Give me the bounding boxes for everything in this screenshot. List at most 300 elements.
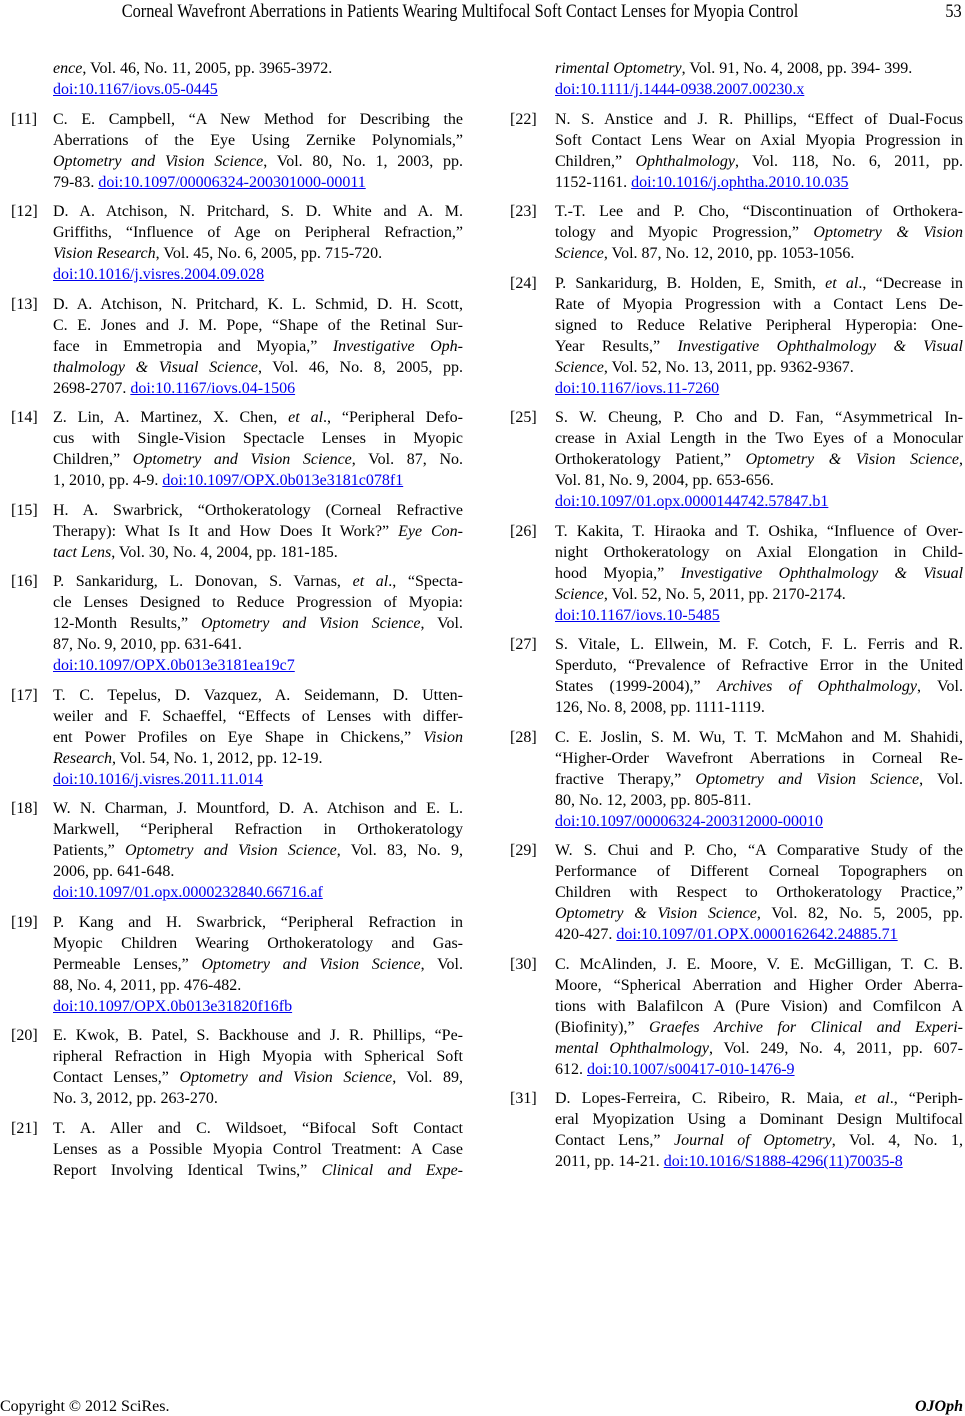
italic-title: Optometry and Vision Science <box>201 955 421 973</box>
reference-text-segment: 2011, pp. 14-21. <box>555 1153 664 1170</box>
reference-text-segment: Orthokeratology Patient,” <box>555 451 746 468</box>
reference-text <box>53 407 463 491</box>
reference-line <box>53 634 463 655</box>
reference-line <box>555 655 963 676</box>
reference-line <box>53 470 463 491</box>
reference-line <box>555 954 963 975</box>
reference-text-segment: , Vol. 54, No. 1, 2012, pp. 12-19. <box>111 749 323 767</box>
reference-line <box>53 243 463 264</box>
reference-line <box>53 79 463 100</box>
reference-line <box>53 912 463 933</box>
reference-line <box>555 1017 963 1038</box>
reference-line <box>555 924 963 945</box>
italic-title: Ophthalmology <box>635 152 735 170</box>
reference-number: [25] <box>510 409 537 426</box>
reference-line <box>555 336 963 357</box>
reference-line <box>53 592 463 613</box>
reference-text-segment: Rate of Myopia Progression with a Contact Lens De- <box>555 295 963 313</box>
reference-number: [19] <box>11 913 38 931</box>
reference-line <box>555 975 963 996</box>
doi-link[interactable]: doi:10.1097/00006324-200301000-00011 <box>98 173 366 191</box>
reference-line <box>555 243 963 264</box>
reference-text-segment: , Vol. 91, No. 4, 2008, pp. 394- 399. <box>681 60 913 77</box>
italic-title: thalmology & Visual Science <box>53 358 258 376</box>
reference-line <box>53 861 463 882</box>
reference-text-segment: ripheral Refraction in High Myopia with Spherical Soft <box>53 1048 463 1065</box>
reference-text-segment: H. A. Swarbrick, “Orthokeratology (Corneal Refractive <box>53 501 463 519</box>
reference-entry <box>498 407 965 512</box>
running-title: Corneal Wavefront Aberrations in Patients Wearing Multifocal Soft Contact Lenses for Myopia Control <box>121 1 799 22</box>
doi-link[interactable]: doi:10.1167/iovs.04-1506 <box>130 379 296 397</box>
italic-title: mental Ophthalmology <box>555 1039 709 1057</box>
reference-text-segment: C. E. Joslin, S. M. Wu, T. T. McMahon and M. Shahidi, <box>555 728 963 746</box>
reference-text-segment: Children,” <box>53 451 133 468</box>
reference-text-segment: 79-83. <box>53 173 99 191</box>
italic-title: Optometry and Vision Science <box>695 770 920 788</box>
reference-line <box>53 655 463 676</box>
italic-title: Eye Con- <box>398 522 463 540</box>
reference-line <box>53 933 463 954</box>
reference-number: [16] <box>11 573 38 590</box>
reference-number: [30] <box>510 955 537 973</box>
reference-text-segment: cus with Single-Vision Spectacle Lenses in Myopic <box>53 430 463 447</box>
italic-title: et al <box>854 1090 890 1107</box>
italic-title: Optometry & Vision <box>813 224 963 241</box>
reference-text <box>555 273 963 399</box>
reference-text-segment: Performance of Different Corneal Topographers on <box>555 863 963 880</box>
reference-text <box>53 201 463 285</box>
italic-title: Investigative Ophthalmology & Visual <box>677 337 963 355</box>
reference-text-segment: C. E. Jones and J. M. Pope, “Shape of the Retinal Sur- <box>53 316 463 334</box>
reference-number: [22] <box>510 110 537 128</box>
reference-text-segment: face in Emmetropia and Myopia,” <box>53 337 333 355</box>
reference-entry <box>0 685 470 790</box>
reference-line <box>555 903 963 924</box>
reference-number: [23] <box>510 203 537 220</box>
reference-line <box>555 811 963 832</box>
reference-continuation <box>0 58 470 100</box>
reference-text <box>555 634 963 718</box>
reference-text-segment: , Vol. 118, No. 6, 2011, pp. <box>734 152 963 170</box>
reference-text-segment: Soft Contact Lens Wear on Axial Myopia Progression in <box>555 131 963 149</box>
reference-text <box>53 1025 463 1109</box>
reference-text-segment: , Vol. 45, No. 6, 2005, pp. 715-720. <box>155 245 383 262</box>
reference-number: [24] <box>510 274 537 292</box>
reference-line <box>555 882 963 903</box>
reference-text-segment: W. S. Chui and P. Cho, “A Comparative Study of the <box>555 842 963 859</box>
reference-line <box>53 315 463 336</box>
reference-text-segment: , Vol. <box>917 678 963 695</box>
italic-title: et al <box>288 409 324 426</box>
reference-line <box>555 996 963 1017</box>
reference-number: [13] <box>11 295 38 313</box>
reference-text <box>555 201 963 264</box>
reference-number: [14] <box>11 409 38 426</box>
reference-text-segment: Sperduto, “Prevalence of Refractive Error in the United <box>555 657 963 674</box>
reference-line <box>555 861 963 882</box>
reference-text-segment: , Vol. 249, No. 4, 2011, pp. 607- <box>708 1039 963 1057</box>
reference-line <box>53 222 463 243</box>
reference-text-segment: signed to Reduce Relative Peripheral Hyperopia: One- <box>555 316 963 334</box>
reference-text-segment: , Vol. 83, No. 9, <box>336 842 463 859</box>
reference-text-segment: Permeable Lenses,” <box>53 955 202 973</box>
reference-line <box>53 449 463 470</box>
reference-text-segment: Contact Lenses,” <box>53 1069 180 1086</box>
reference-line <box>555 1059 963 1080</box>
reference-line <box>53 1025 463 1046</box>
reference-line <box>53 1046 463 1067</box>
reference-number: [21] <box>11 1119 38 1137</box>
references-column-right <box>498 58 965 1181</box>
reference-text-segment: P. Sankaridurg, B. Holden, E, Smith, <box>555 274 826 292</box>
reference-text-segment: ent Power Profiles on Eye Shape in Chickens,” <box>53 728 424 746</box>
italic-title: Investigative Oph- <box>332 337 463 355</box>
italic-title: Archives of Ophthalmology <box>716 678 918 695</box>
doi-link[interactable]: doi:10.1097/01.OPX.0000162642.24885.71 <box>616 926 898 943</box>
reference-text-segment: P. Kang and H. Swarbrick, “Peripheral Refraction in <box>53 913 463 931</box>
reference-text-segment: 87, No. 9, 2010, pp. 631-641. <box>53 636 242 653</box>
italic-title: Vision Research <box>53 245 156 262</box>
reference-entry <box>498 521 965 626</box>
italic-title: Graefes Archive for Clinical and Experi- <box>649 1018 963 1036</box>
reference-entry <box>0 109 470 193</box>
reference-text-segment: D. A. Atchison, N. Pritchard, S. D. White and A. M. <box>53 203 463 220</box>
reference-line <box>53 706 463 727</box>
reference-text <box>555 727 963 832</box>
reference-line <box>555 273 963 294</box>
reference-line <box>555 727 963 748</box>
reference-text-segment: N. S. Anstice and J. R. Phillips, “Effect of Dual-Focus <box>555 110 963 128</box>
reference-text-segment: D. Lopes-Ferreira, C. Ribeiro, R. Maia, <box>555 1090 855 1107</box>
doi-link[interactable]: doi:10.1097/OPX.0b013e3181ea19c7 <box>53 657 295 674</box>
reference-entry <box>0 798 470 903</box>
reference-number: [15] <box>11 501 38 519</box>
italic-title: Research <box>53 749 112 767</box>
reference-line <box>53 109 463 130</box>
reference-line <box>53 1139 463 1160</box>
reference-number: [12] <box>11 203 38 220</box>
reference-line <box>555 584 963 605</box>
doi-link[interactable]: doi:10.1111/j.1444-0938.2007.00230.x <box>555 81 805 98</box>
journal-abbreviation: OJOph <box>914 1398 963 1415</box>
reference-text-segment: T. Kakita, T. Hiraoka and T. Oshika, “Influence of Over- <box>555 522 963 540</box>
reference-text <box>53 685 463 790</box>
reference-line <box>555 130 963 151</box>
reference-text-segment: 12-Month Results,” <box>53 615 201 632</box>
reference-text-segment: , Vol. 87, No. <box>351 451 463 468</box>
reference-text-segment: Patients,” <box>53 842 126 859</box>
reference-text <box>555 954 963 1080</box>
reference-line <box>555 357 963 378</box>
reference-line <box>555 378 963 399</box>
reference-line <box>555 790 963 811</box>
italic-title: Science <box>555 358 604 376</box>
reference-entry <box>498 634 965 718</box>
reference-text-segment: 1, 2010, pp. 4-9. <box>53 472 163 489</box>
reference-line <box>53 172 463 193</box>
reference-text-segment: , Vol. 46, No. 8, 2005, pp. <box>257 358 463 376</box>
reference-line <box>53 294 463 315</box>
reference-number: [27] <box>510 636 537 653</box>
reference-text-segment: Markwell, “Peripheral Refraction in Orthokeratology <box>53 821 463 838</box>
reference-text-segment: States (1999-2004),” <box>555 678 717 695</box>
reference-text <box>53 58 463 100</box>
italic-title: Optometry and Vision Science <box>200 615 421 632</box>
doi-link[interactable]: doi:10.1097/OPX.0b013e3181c078f1 <box>162 472 404 489</box>
reference-line <box>555 294 963 315</box>
italic-title: Optometry and Vision Science <box>125 842 337 859</box>
italic-title: Optometry and Vision Science <box>179 1069 393 1086</box>
reference-entry <box>498 727 965 832</box>
reference-text-segment: (Biofinity),” <box>555 1018 649 1036</box>
reference-text-segment: tions with Balafilcon A (Pure Vision) and Comfilcon A <box>555 997 963 1015</box>
reference-line <box>555 605 963 626</box>
reference-text-segment: eral Myopization Using a Dominant Design Multifocal <box>555 1111 963 1128</box>
reference-text <box>555 58 963 100</box>
reference-line <box>555 201 963 222</box>
reference-text-segment: No. 3, 2012, pp. 263-270. <box>53 1090 218 1107</box>
doi-link[interactable]: doi:10.1097/00006324-200312000-00010 <box>555 812 823 830</box>
doi-link[interactable]: doi:10.1016/S1888-4296(11)70035-8 <box>663 1153 903 1170</box>
reference-line <box>53 1118 463 1139</box>
reference-line <box>555 769 963 790</box>
reference-line <box>53 727 463 748</box>
reference-number: [18] <box>11 800 38 817</box>
reference-line <box>555 470 963 491</box>
reference-text-segment: W. N. Charman, J. Mountford, D. A. Atchison and E. L. <box>53 800 463 817</box>
reference-entry <box>498 1088 965 1172</box>
reference-text <box>555 1088 963 1172</box>
reference-line <box>555 79 963 100</box>
reference-text-segment: , Vol. 89, <box>392 1069 463 1086</box>
reference-line <box>555 1038 963 1059</box>
reference-line <box>53 882 463 903</box>
reference-line <box>53 1067 463 1088</box>
reference-entry <box>0 294 470 399</box>
reference-text-segment: tology and Myopic Progression,” <box>555 224 814 241</box>
reference-text-segment: ., “Periph- <box>889 1090 963 1107</box>
doi-link[interactable]: doi:10.1016/j.ophtha.2010.10.035 <box>631 173 849 191</box>
reference-line <box>53 1088 463 1109</box>
references-column-left <box>0 58 470 1189</box>
reference-text-segment: , Vol. 82, No. 5, 2005, pp. <box>756 905 963 922</box>
reference-entry <box>498 273 965 399</box>
reference-line <box>555 1088 963 1109</box>
reference-text-segment: C. McAlinden, J. E. Moore, V. E. McGilligan, T. C. B. <box>555 955 963 973</box>
reference-entry <box>0 912 470 1017</box>
reference-line <box>555 109 963 130</box>
reference-line <box>555 315 963 336</box>
reference-line <box>53 201 463 222</box>
reference-line <box>53 954 463 975</box>
reference-number: [31] <box>510 1090 537 1107</box>
reference-number: [29] <box>510 842 537 859</box>
reference-line <box>555 172 963 193</box>
reference-number: [17] <box>11 686 38 704</box>
reference-text <box>53 571 463 676</box>
reference-text-segment: 2006, pp. 641-648. <box>53 863 175 880</box>
doi-link[interactable]: doi:10.1016/j.visres.2011.11.014 <box>53 770 263 788</box>
italic-title: Vision <box>423 728 463 746</box>
reference-line <box>555 676 963 697</box>
reference-text <box>555 840 963 945</box>
reference-text-segment: Year Results,” <box>555 337 678 355</box>
reference-text-segment: S. W. Cheung, P. Cho and D. Fan, “Asymmetrical In- <box>555 409 963 426</box>
reference-line <box>555 521 963 542</box>
reference-line <box>53 769 463 790</box>
reference-line <box>53 840 463 861</box>
reference-text-segment: T.-T. Lee and P. Cho, “Discontinuation of Orthokera- <box>555 203 963 220</box>
reference-text-segment: T. A. Aller and C. Wildsoet, “Bifocal Soft Contact <box>53 1119 463 1137</box>
reference-text-segment: S. Vitale, L. Ellwein, M. F. Cotch, F. L. Ferris and R. <box>555 636 963 653</box>
reference-line <box>555 563 963 584</box>
reference-text <box>53 1118 463 1181</box>
reference-line <box>53 130 463 151</box>
reference-text-segment: , Vol. 4, No. 1, <box>831 1132 963 1149</box>
reference-line <box>53 996 463 1017</box>
doi-link[interactable]: doi:10.1097/01.opx.0000144742.57847.b1 <box>555 493 829 510</box>
italic-title: Journal of Optometry <box>674 1132 832 1149</box>
reference-text-segment: Z. Lin, A. Martinez, X. Chen, <box>53 409 289 426</box>
reference-line <box>53 378 463 399</box>
reference-line <box>555 151 963 172</box>
reference-text-segment: , Vol. <box>420 615 463 632</box>
reference-text-segment: crease in Axial Length in the Two Eyes of a Monocular <box>555 430 963 447</box>
italic-title: Optometry & Vision Science <box>745 451 959 468</box>
reference-text-segment: D. A. Atchison, N. Pritchard, K. L. Schmid, D. H. Scott, <box>53 295 463 313</box>
italic-title: Science <box>555 245 604 262</box>
reference-text <box>555 521 963 626</box>
reference-text-segment: 80, No. 12, 2003, pp. 805-811. <box>555 791 752 809</box>
reference-line <box>555 1151 963 1172</box>
reference-text-segment: 88, No. 4, 2011, pp. 476-482. <box>53 976 242 994</box>
italic-title: Clinical and Expe- <box>321 1161 463 1179</box>
reference-text <box>53 294 463 399</box>
italic-title: tact Lens <box>53 543 112 561</box>
reference-text-segment: Aberrations of the Eye Using Zernike Polynomials,” <box>53 131 463 149</box>
reference-text-segment: Vol. 81, No. 9, 2004, pp. 653-656. <box>555 472 774 489</box>
reference-text-segment: Griffiths, “Influence of Age on Peripheral Refraction,” <box>53 224 463 241</box>
reference-entry <box>0 500 470 563</box>
reference-text-segment: Report Involving Identical Twins,” <box>53 1161 322 1179</box>
reference-line <box>555 1109 963 1130</box>
reference-entry <box>0 1118 470 1181</box>
reference-line <box>555 748 963 769</box>
reference-line <box>53 264 463 285</box>
reference-text <box>53 109 463 193</box>
reference-text-segment: 2698-2707. <box>53 379 131 397</box>
doi-link[interactable]: doi:10.1007/s00417-010-1476-9 <box>587 1060 795 1078</box>
italic-title: et al <box>825 274 859 292</box>
page-header <box>0 0 965 24</box>
reference-entry <box>498 840 965 945</box>
reference-line <box>53 500 463 521</box>
reference-text-segment: cle Lenses Designed to Reduce Progression of Myopia: <box>53 594 463 611</box>
reference-line <box>53 58 463 79</box>
reference-text-segment: T. C. Tepelus, D. Vazquez, A. Seidemann, D. Utten- <box>53 686 463 704</box>
reference-text <box>53 798 463 903</box>
reference-line <box>53 685 463 706</box>
reference-line <box>53 975 463 996</box>
reference-text-segment: fractive Therapy,” <box>555 770 696 788</box>
reference-line <box>555 428 963 449</box>
reference-line <box>555 697 963 718</box>
reference-number: [20] <box>11 1027 38 1044</box>
reference-text-segment: “Higher-Order Wavefront Aberrations in Corneal Re- <box>555 749 963 767</box>
reference-text-segment: Myopic Children Wearing Orthokeratology and Gas- <box>53 934 463 952</box>
reference-text <box>53 912 463 1017</box>
reference-line <box>555 449 963 470</box>
reference-text <box>53 500 463 563</box>
reference-text-segment: , <box>959 451 963 468</box>
reference-text-segment: weiler and F. Schaeffel, “Effects of Lenses with differ- <box>53 707 463 725</box>
reference-text-segment: Therapy): What Is It and How Does It Work?” <box>53 522 399 540</box>
italic-title: Optometry and Vision Science <box>53 152 264 170</box>
doi-link[interactable]: doi:10.1097/01.opx.0000232840.66716.af <box>53 884 323 901</box>
reference-text-segment: Contact Lens,” <box>555 1132 675 1149</box>
reference-line <box>53 407 463 428</box>
reference-line <box>53 819 463 840</box>
reference-entry <box>0 571 470 676</box>
reference-text-segment: ., “Decrease in <box>858 274 963 292</box>
reference-text-segment: Children,” <box>555 152 636 170</box>
reference-line <box>555 542 963 563</box>
reference-line <box>555 1130 963 1151</box>
reference-text-segment: , Vol. <box>420 955 463 973</box>
italic-title: Optometry & Vision Science <box>555 905 757 922</box>
reference-text-segment: Moore, “Spherical Aberration and Higher Order Aberra- <box>555 976 963 994</box>
reference-text-segment: , Vol. 52, No. 5, 2011, pp. 2170-2174. <box>603 585 846 603</box>
reference-entry <box>498 954 965 1080</box>
reference-text-segment: Children with Respect to Orthokeratology Practice,” <box>555 884 963 901</box>
reference-entry <box>0 407 470 491</box>
reference-text-segment: , Vol. 30, No. 4, 2004, pp. 181-185. <box>111 543 338 561</box>
reference-number: [28] <box>510 728 537 746</box>
reference-continuation <box>498 58 965 100</box>
doi-link[interactable]: doi:10.1167/iovs.10-5485 <box>555 606 720 624</box>
reference-line <box>555 840 963 861</box>
reference-line <box>53 571 463 592</box>
reference-line <box>555 634 963 655</box>
reference-entry <box>498 201 965 264</box>
reference-text-segment: , Vol. <box>919 770 963 788</box>
doi-link[interactable]: doi:10.1097/OPX.0b013e31820f16fb <box>53 997 293 1015</box>
reference-text-segment: , Vol. 87, No. 12, 2010, pp. 1053-1056. <box>603 245 855 262</box>
doi-link[interactable]: doi:10.1016/j.visres.2004.09.028 <box>53 266 265 283</box>
reference-line <box>53 1160 463 1181</box>
italic-title: Optometry and Vision Science <box>132 451 352 468</box>
reference-text-segment: 126, No. 8, 2008, pp. 1111-1119. <box>555 699 765 716</box>
italic-title: Science <box>555 585 604 603</box>
reference-line <box>53 542 463 563</box>
reference-line <box>53 521 463 542</box>
reference-text-segment: night Orthokeratology on Axial Elongation in Child- <box>555 543 963 561</box>
reference-line <box>53 748 463 769</box>
reference-line <box>53 151 463 172</box>
reference-text-segment: ., “Peripheral Defo- <box>323 409 463 426</box>
reference-line <box>555 491 963 512</box>
italic-title: ence <box>53 60 83 77</box>
reference-number: [11] <box>11 110 38 128</box>
doi-link[interactable]: doi:10.1167/iovs.11-7260 <box>555 379 720 397</box>
reference-line <box>555 58 963 79</box>
reference-line <box>53 613 463 634</box>
doi-link[interactable]: doi:10.1167/iovs.05-0445 <box>53 81 218 98</box>
reference-text-segment: 612. <box>555 1060 587 1078</box>
reference-line <box>53 428 463 449</box>
page-number: 53 <box>945 1 962 22</box>
reference-text-segment: , Vol. 52, No. 13, 2011, pp. 9362-9367. <box>603 358 854 376</box>
